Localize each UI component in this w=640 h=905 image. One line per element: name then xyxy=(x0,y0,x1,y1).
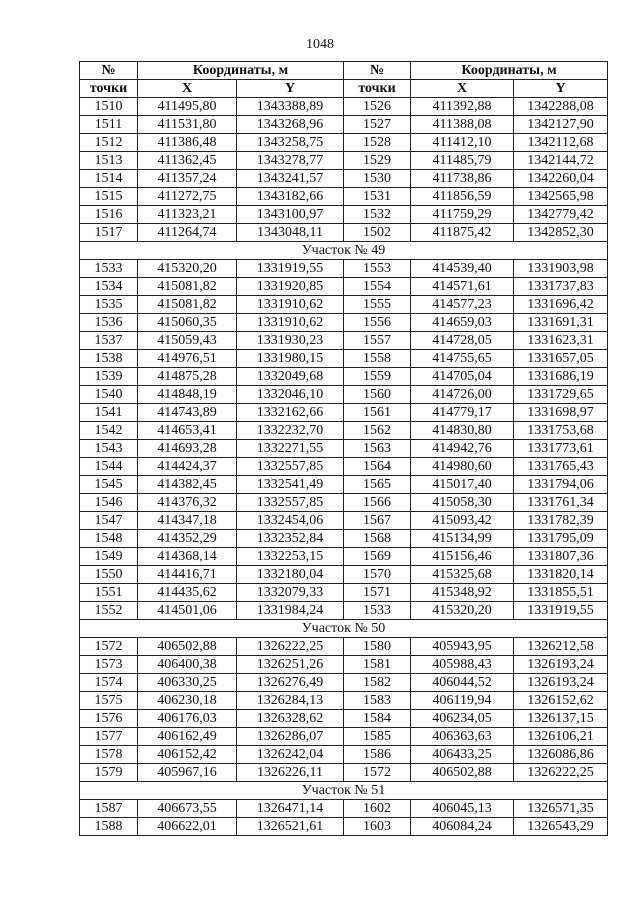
coord-x: 411495,80 xyxy=(138,98,237,116)
coord-y: 1326284,13 xyxy=(237,692,344,710)
point-number: 1531 xyxy=(344,188,411,206)
coord-x: 411388,08 xyxy=(411,116,514,134)
coord-x: 406330,25 xyxy=(138,674,237,692)
coord-y: 1331696,42 xyxy=(514,296,608,314)
point-number: 1587 xyxy=(80,800,138,818)
coord-y: 1331807,36 xyxy=(514,548,608,566)
coord-y: 1331729,65 xyxy=(514,386,608,404)
coord-x: 406119,94 xyxy=(411,692,514,710)
coord-x: 411272,75 xyxy=(138,188,237,206)
point-number: 1562 xyxy=(344,422,411,440)
table-row xyxy=(80,566,608,584)
coord-x: 415320,20 xyxy=(138,260,237,278)
coord-x: 414653,41 xyxy=(138,422,237,440)
table-row xyxy=(80,224,608,242)
coord-y: 1326543,29 xyxy=(514,818,608,836)
coord-y: 1326471,14 xyxy=(237,800,344,818)
coord-y: 1331698,97 xyxy=(514,404,608,422)
coord-x: 414976,51 xyxy=(138,350,237,368)
coord-x: 414728,05 xyxy=(411,332,514,350)
point-number: 1545 xyxy=(80,476,138,494)
point-number: 1554 xyxy=(344,278,411,296)
point-number: 1561 xyxy=(344,404,411,422)
header-point: точки xyxy=(80,80,138,98)
coord-y: 1343241,57 xyxy=(237,170,344,188)
table-row xyxy=(80,602,608,620)
header-y: Y xyxy=(514,80,608,98)
coord-x: 411392,88 xyxy=(411,98,514,116)
coord-y: 1326222,25 xyxy=(237,638,344,656)
section-row xyxy=(80,782,608,800)
point-number: 1581 xyxy=(344,656,411,674)
table-row xyxy=(80,584,608,602)
table-row xyxy=(80,350,608,368)
point-number: 1603 xyxy=(344,818,411,836)
coord-x: 406152,42 xyxy=(138,746,237,764)
coord-x: 405967,16 xyxy=(138,764,237,782)
coord-y: 1331794,06 xyxy=(514,476,608,494)
coord-x: 411531,80 xyxy=(138,116,237,134)
point-number: 1602 xyxy=(344,800,411,818)
header-no: № xyxy=(344,62,411,80)
coord-y: 1326212,58 xyxy=(514,638,608,656)
point-number: 1583 xyxy=(344,692,411,710)
table-row xyxy=(80,728,608,746)
coord-y: 1331765,43 xyxy=(514,458,608,476)
point-number: 1550 xyxy=(80,566,138,584)
point-number: 1529 xyxy=(344,152,411,170)
coord-y: 1331761,34 xyxy=(514,494,608,512)
coord-y: 1331773,61 xyxy=(514,440,608,458)
coord-y: 1331820,14 xyxy=(514,566,608,584)
point-number: 1578 xyxy=(80,746,138,764)
coord-x: 414571,61 xyxy=(411,278,514,296)
point-number: 1544 xyxy=(80,458,138,476)
point-number: 1526 xyxy=(344,98,411,116)
coord-y: 1326106,21 xyxy=(514,728,608,746)
header-point: точки xyxy=(344,80,411,98)
table-row xyxy=(80,764,608,782)
coord-y: 1326286,07 xyxy=(237,728,344,746)
coord-x: 411362,45 xyxy=(138,152,237,170)
coord-x: 414539,40 xyxy=(411,260,514,278)
point-number: 1535 xyxy=(80,296,138,314)
section-title: Участок № 51 xyxy=(80,782,608,800)
coord-y: 1326193,24 xyxy=(514,656,608,674)
coord-y: 1331984,24 xyxy=(237,602,344,620)
point-number: 1517 xyxy=(80,224,138,242)
coord-y: 1331686,19 xyxy=(514,368,608,386)
point-number: 1532 xyxy=(344,206,411,224)
coord-x: 411323,21 xyxy=(138,206,237,224)
coord-x: 414743,89 xyxy=(138,404,237,422)
coord-y: 1343268,96 xyxy=(237,116,344,134)
coord-y: 1326251,26 xyxy=(237,656,344,674)
coord-y: 1331980,15 xyxy=(237,350,344,368)
point-number: 1560 xyxy=(344,386,411,404)
point-number: 1577 xyxy=(80,728,138,746)
coord-y: 1332557,85 xyxy=(237,494,344,512)
coord-y: 1326222,25 xyxy=(514,764,608,782)
point-number: 1571 xyxy=(344,584,411,602)
coord-y: 1332049,68 xyxy=(237,368,344,386)
coord-y: 1326137,15 xyxy=(514,710,608,728)
coord-x: 414368,14 xyxy=(138,548,237,566)
coord-x: 414416,71 xyxy=(138,566,237,584)
coord-y: 1331855,51 xyxy=(514,584,608,602)
table-row xyxy=(80,800,608,818)
point-number: 1537 xyxy=(80,332,138,350)
coord-x: 411856,59 xyxy=(411,188,514,206)
coord-x: 414830,80 xyxy=(411,422,514,440)
coord-x: 406622,01 xyxy=(138,818,237,836)
coord-y: 1332046,10 xyxy=(237,386,344,404)
table-row xyxy=(80,206,608,224)
coord-y: 1332232,70 xyxy=(237,422,344,440)
table-row xyxy=(80,818,608,836)
table-row xyxy=(80,548,608,566)
coord-y: 1331930,23 xyxy=(237,332,344,350)
point-number: 1534 xyxy=(80,278,138,296)
table-row xyxy=(80,278,608,296)
coord-y: 1342260,04 xyxy=(514,170,608,188)
coord-x: 415017,40 xyxy=(411,476,514,494)
coord-y: 1331920,85 xyxy=(237,278,344,296)
coord-y: 1331919,55 xyxy=(237,260,344,278)
coord-y: 1331623,31 xyxy=(514,332,608,350)
coord-x: 414424,37 xyxy=(138,458,237,476)
coord-y: 1342144,72 xyxy=(514,152,608,170)
coord-x: 414577,23 xyxy=(411,296,514,314)
point-number: 1512 xyxy=(80,134,138,152)
point-number: 1573 xyxy=(80,656,138,674)
coord-y: 1342288,08 xyxy=(514,98,608,116)
coord-y: 1332557,85 xyxy=(237,458,344,476)
coord-y: 1331910,62 xyxy=(237,314,344,332)
coord-x: 406234,05 xyxy=(411,710,514,728)
table-row xyxy=(80,674,608,692)
coord-x: 415060,35 xyxy=(138,314,237,332)
point-number: 1564 xyxy=(344,458,411,476)
point-number: 1502 xyxy=(344,224,411,242)
coord-y: 1343388,89 xyxy=(237,98,344,116)
point-number: 1530 xyxy=(344,170,411,188)
coord-x: 415134,99 xyxy=(411,530,514,548)
point-number: 1563 xyxy=(344,440,411,458)
coord-x: 414693,28 xyxy=(138,440,237,458)
coord-y: 1326521,61 xyxy=(237,818,344,836)
table-row xyxy=(80,116,608,134)
section-title: Участок № 50 xyxy=(80,620,608,638)
table-row xyxy=(80,332,608,350)
table-row xyxy=(80,656,608,674)
coord-x: 414376,32 xyxy=(138,494,237,512)
coord-y: 1332541,49 xyxy=(237,476,344,494)
coord-y: 1332454,06 xyxy=(237,512,344,530)
point-number: 1556 xyxy=(344,314,411,332)
coord-y: 1331903,98 xyxy=(514,260,608,278)
coord-y: 1332180,04 xyxy=(237,566,344,584)
point-number: 1542 xyxy=(80,422,138,440)
point-number: 1576 xyxy=(80,710,138,728)
point-number: 1572 xyxy=(80,638,138,656)
coord-y: 1331657,05 xyxy=(514,350,608,368)
coord-y: 1342565,98 xyxy=(514,188,608,206)
point-number: 1533 xyxy=(344,602,411,620)
coord-x: 414875,28 xyxy=(138,368,237,386)
coord-y: 1331737,83 xyxy=(514,278,608,296)
coord-y: 1332352,84 xyxy=(237,530,344,548)
point-number: 1538 xyxy=(80,350,138,368)
point-number: 1580 xyxy=(344,638,411,656)
coord-y: 1342112,68 xyxy=(514,134,608,152)
coord-y: 1331795,09 xyxy=(514,530,608,548)
coord-y: 1342127,90 xyxy=(514,116,608,134)
coord-y: 1331691,31 xyxy=(514,314,608,332)
header-x: X xyxy=(138,80,237,98)
coord-y: 1332253,15 xyxy=(237,548,344,566)
table-row xyxy=(80,458,608,476)
point-number: 1553 xyxy=(344,260,411,278)
header-x: X xyxy=(411,80,514,98)
point-number: 1588 xyxy=(80,818,138,836)
point-number: 1565 xyxy=(344,476,411,494)
point-number: 1566 xyxy=(344,494,411,512)
table-row xyxy=(80,404,608,422)
coord-x: 406084,24 xyxy=(411,818,514,836)
coord-y: 1326152,62 xyxy=(514,692,608,710)
coord-x: 406230,18 xyxy=(138,692,237,710)
table-row xyxy=(80,422,608,440)
point-number: 1579 xyxy=(80,764,138,782)
point-number: 1585 xyxy=(344,728,411,746)
table-row xyxy=(80,530,608,548)
coord-x: 414848,19 xyxy=(138,386,237,404)
table-row xyxy=(80,170,608,188)
point-number: 1533 xyxy=(80,260,138,278)
header-y: Y xyxy=(237,80,344,98)
table-row xyxy=(80,296,608,314)
section-row xyxy=(80,620,608,638)
coord-x: 415325,68 xyxy=(411,566,514,584)
point-number: 1567 xyxy=(344,512,411,530)
coord-x: 406162,49 xyxy=(138,728,237,746)
coord-x: 414435,62 xyxy=(138,584,237,602)
coord-x: 414352,29 xyxy=(138,530,237,548)
coord-y: 1343258,75 xyxy=(237,134,344,152)
table-row xyxy=(80,692,608,710)
coord-y: 1331782,39 xyxy=(514,512,608,530)
coord-x: 406363,63 xyxy=(411,728,514,746)
coord-x: 415058,30 xyxy=(411,494,514,512)
table-row xyxy=(80,98,608,116)
coord-x: 411875,42 xyxy=(411,224,514,242)
point-number: 1552 xyxy=(80,602,138,620)
table-row xyxy=(80,152,608,170)
section-title: Участок № 49 xyxy=(80,242,608,260)
point-number: 1539 xyxy=(80,368,138,386)
coord-x: 414659,03 xyxy=(411,314,514,332)
point-number: 1515 xyxy=(80,188,138,206)
point-number: 1549 xyxy=(80,548,138,566)
coordinates-table xyxy=(79,61,608,836)
point-number: 1527 xyxy=(344,116,411,134)
point-number: 1574 xyxy=(80,674,138,692)
point-number: 1540 xyxy=(80,386,138,404)
header-no: № xyxy=(80,62,138,80)
coord-x: 411357,24 xyxy=(138,170,237,188)
point-number: 1510 xyxy=(80,98,138,116)
table-row xyxy=(80,746,608,764)
coord-x: 406400,38 xyxy=(138,656,237,674)
table-row xyxy=(80,494,608,512)
header-coords-left: Координаты, м xyxy=(138,62,344,80)
coord-x: 406045,13 xyxy=(411,800,514,818)
coord-x: 414755,65 xyxy=(411,350,514,368)
coord-y: 1326276,49 xyxy=(237,674,344,692)
point-number: 1584 xyxy=(344,710,411,728)
coord-y: 1343182,66 xyxy=(237,188,344,206)
table-row xyxy=(80,260,608,278)
page-number: 1048 xyxy=(306,37,334,52)
coord-x: 406673,55 xyxy=(138,800,237,818)
header-coords-right: Координаты, м xyxy=(411,62,608,80)
point-number: 1547 xyxy=(80,512,138,530)
point-number: 1514 xyxy=(80,170,138,188)
point-number: 1570 xyxy=(344,566,411,584)
table-row xyxy=(80,710,608,728)
coord-y: 1342779,42 xyxy=(514,206,608,224)
table-row xyxy=(80,188,608,206)
table-row xyxy=(80,512,608,530)
coord-y: 1326226,11 xyxy=(237,764,344,782)
coord-x: 415081,82 xyxy=(138,278,237,296)
coord-x: 415081,82 xyxy=(138,296,237,314)
coord-x: 415093,42 xyxy=(411,512,514,530)
coord-x: 415348,92 xyxy=(411,584,514,602)
coord-x: 414980,60 xyxy=(411,458,514,476)
coord-y: 1326328,62 xyxy=(237,710,344,728)
point-number: 1546 xyxy=(80,494,138,512)
coord-x: 406433,25 xyxy=(411,746,514,764)
table-row xyxy=(80,476,608,494)
table-row xyxy=(80,638,608,656)
table-row xyxy=(80,368,608,386)
point-number: 1558 xyxy=(344,350,411,368)
point-number: 1575 xyxy=(80,692,138,710)
point-number: 1555 xyxy=(344,296,411,314)
point-number: 1572 xyxy=(344,764,411,782)
coord-y: 1331910,62 xyxy=(237,296,344,314)
coord-y: 1332271,55 xyxy=(237,440,344,458)
coord-x: 415156,46 xyxy=(411,548,514,566)
table-row xyxy=(80,386,608,404)
coord-x: 405988,43 xyxy=(411,656,514,674)
point-number: 1548 xyxy=(80,530,138,548)
coord-x: 414942,76 xyxy=(411,440,514,458)
coord-x: 411485,79 xyxy=(411,152,514,170)
point-number: 1569 xyxy=(344,548,411,566)
point-number: 1543 xyxy=(80,440,138,458)
coord-y: 1332079,33 xyxy=(237,584,344,602)
table-row xyxy=(80,134,608,152)
coord-y: 1326086,86 xyxy=(514,746,608,764)
point-number: 1536 xyxy=(80,314,138,332)
coord-y: 1326193,24 xyxy=(514,674,608,692)
coord-x: 406176,03 xyxy=(138,710,237,728)
coord-x: 414501,06 xyxy=(138,602,237,620)
coord-x: 411412,10 xyxy=(411,134,514,152)
coord-x: 414382,45 xyxy=(138,476,237,494)
coord-x: 414779,17 xyxy=(411,404,514,422)
coord-x: 415059,43 xyxy=(138,332,237,350)
coord-x: 406044,52 xyxy=(411,674,514,692)
coord-y: 1343100,97 xyxy=(237,206,344,224)
coord-x: 415320,20 xyxy=(411,602,514,620)
coord-x: 405943,95 xyxy=(411,638,514,656)
coord-y: 1342852,30 xyxy=(514,224,608,242)
point-number: 1516 xyxy=(80,206,138,224)
coord-x: 406502,88 xyxy=(411,764,514,782)
point-number: 1513 xyxy=(80,152,138,170)
coord-x: 414347,18 xyxy=(138,512,237,530)
coord-y: 1343278,77 xyxy=(237,152,344,170)
point-number: 1568 xyxy=(344,530,411,548)
table-body xyxy=(80,98,608,836)
coord-y: 1332162,66 xyxy=(237,404,344,422)
coord-y: 1326571,35 xyxy=(514,800,608,818)
coord-y: 1331919,55 xyxy=(514,602,608,620)
point-number: 1582 xyxy=(344,674,411,692)
coord-x: 406502,88 xyxy=(138,638,237,656)
point-number: 1557 xyxy=(344,332,411,350)
point-number: 1528 xyxy=(344,134,411,152)
coord-y: 1331753,68 xyxy=(514,422,608,440)
section-row xyxy=(80,242,608,260)
table-row xyxy=(80,314,608,332)
point-number: 1559 xyxy=(344,368,411,386)
coord-x: 414705,04 xyxy=(411,368,514,386)
coord-x: 411386,48 xyxy=(138,134,237,152)
coord-x: 411264,74 xyxy=(138,224,237,242)
coord-x: 411759,29 xyxy=(411,206,514,224)
coord-y: 1326242,04 xyxy=(237,746,344,764)
point-number: 1551 xyxy=(80,584,138,602)
point-number: 1586 xyxy=(344,746,411,764)
point-number: 1511 xyxy=(80,116,138,134)
point-number: 1541 xyxy=(80,404,138,422)
coord-y: 1343048,11 xyxy=(237,224,344,242)
coord-x: 414726,00 xyxy=(411,386,514,404)
coord-x: 411738,86 xyxy=(411,170,514,188)
table-row xyxy=(80,440,608,458)
